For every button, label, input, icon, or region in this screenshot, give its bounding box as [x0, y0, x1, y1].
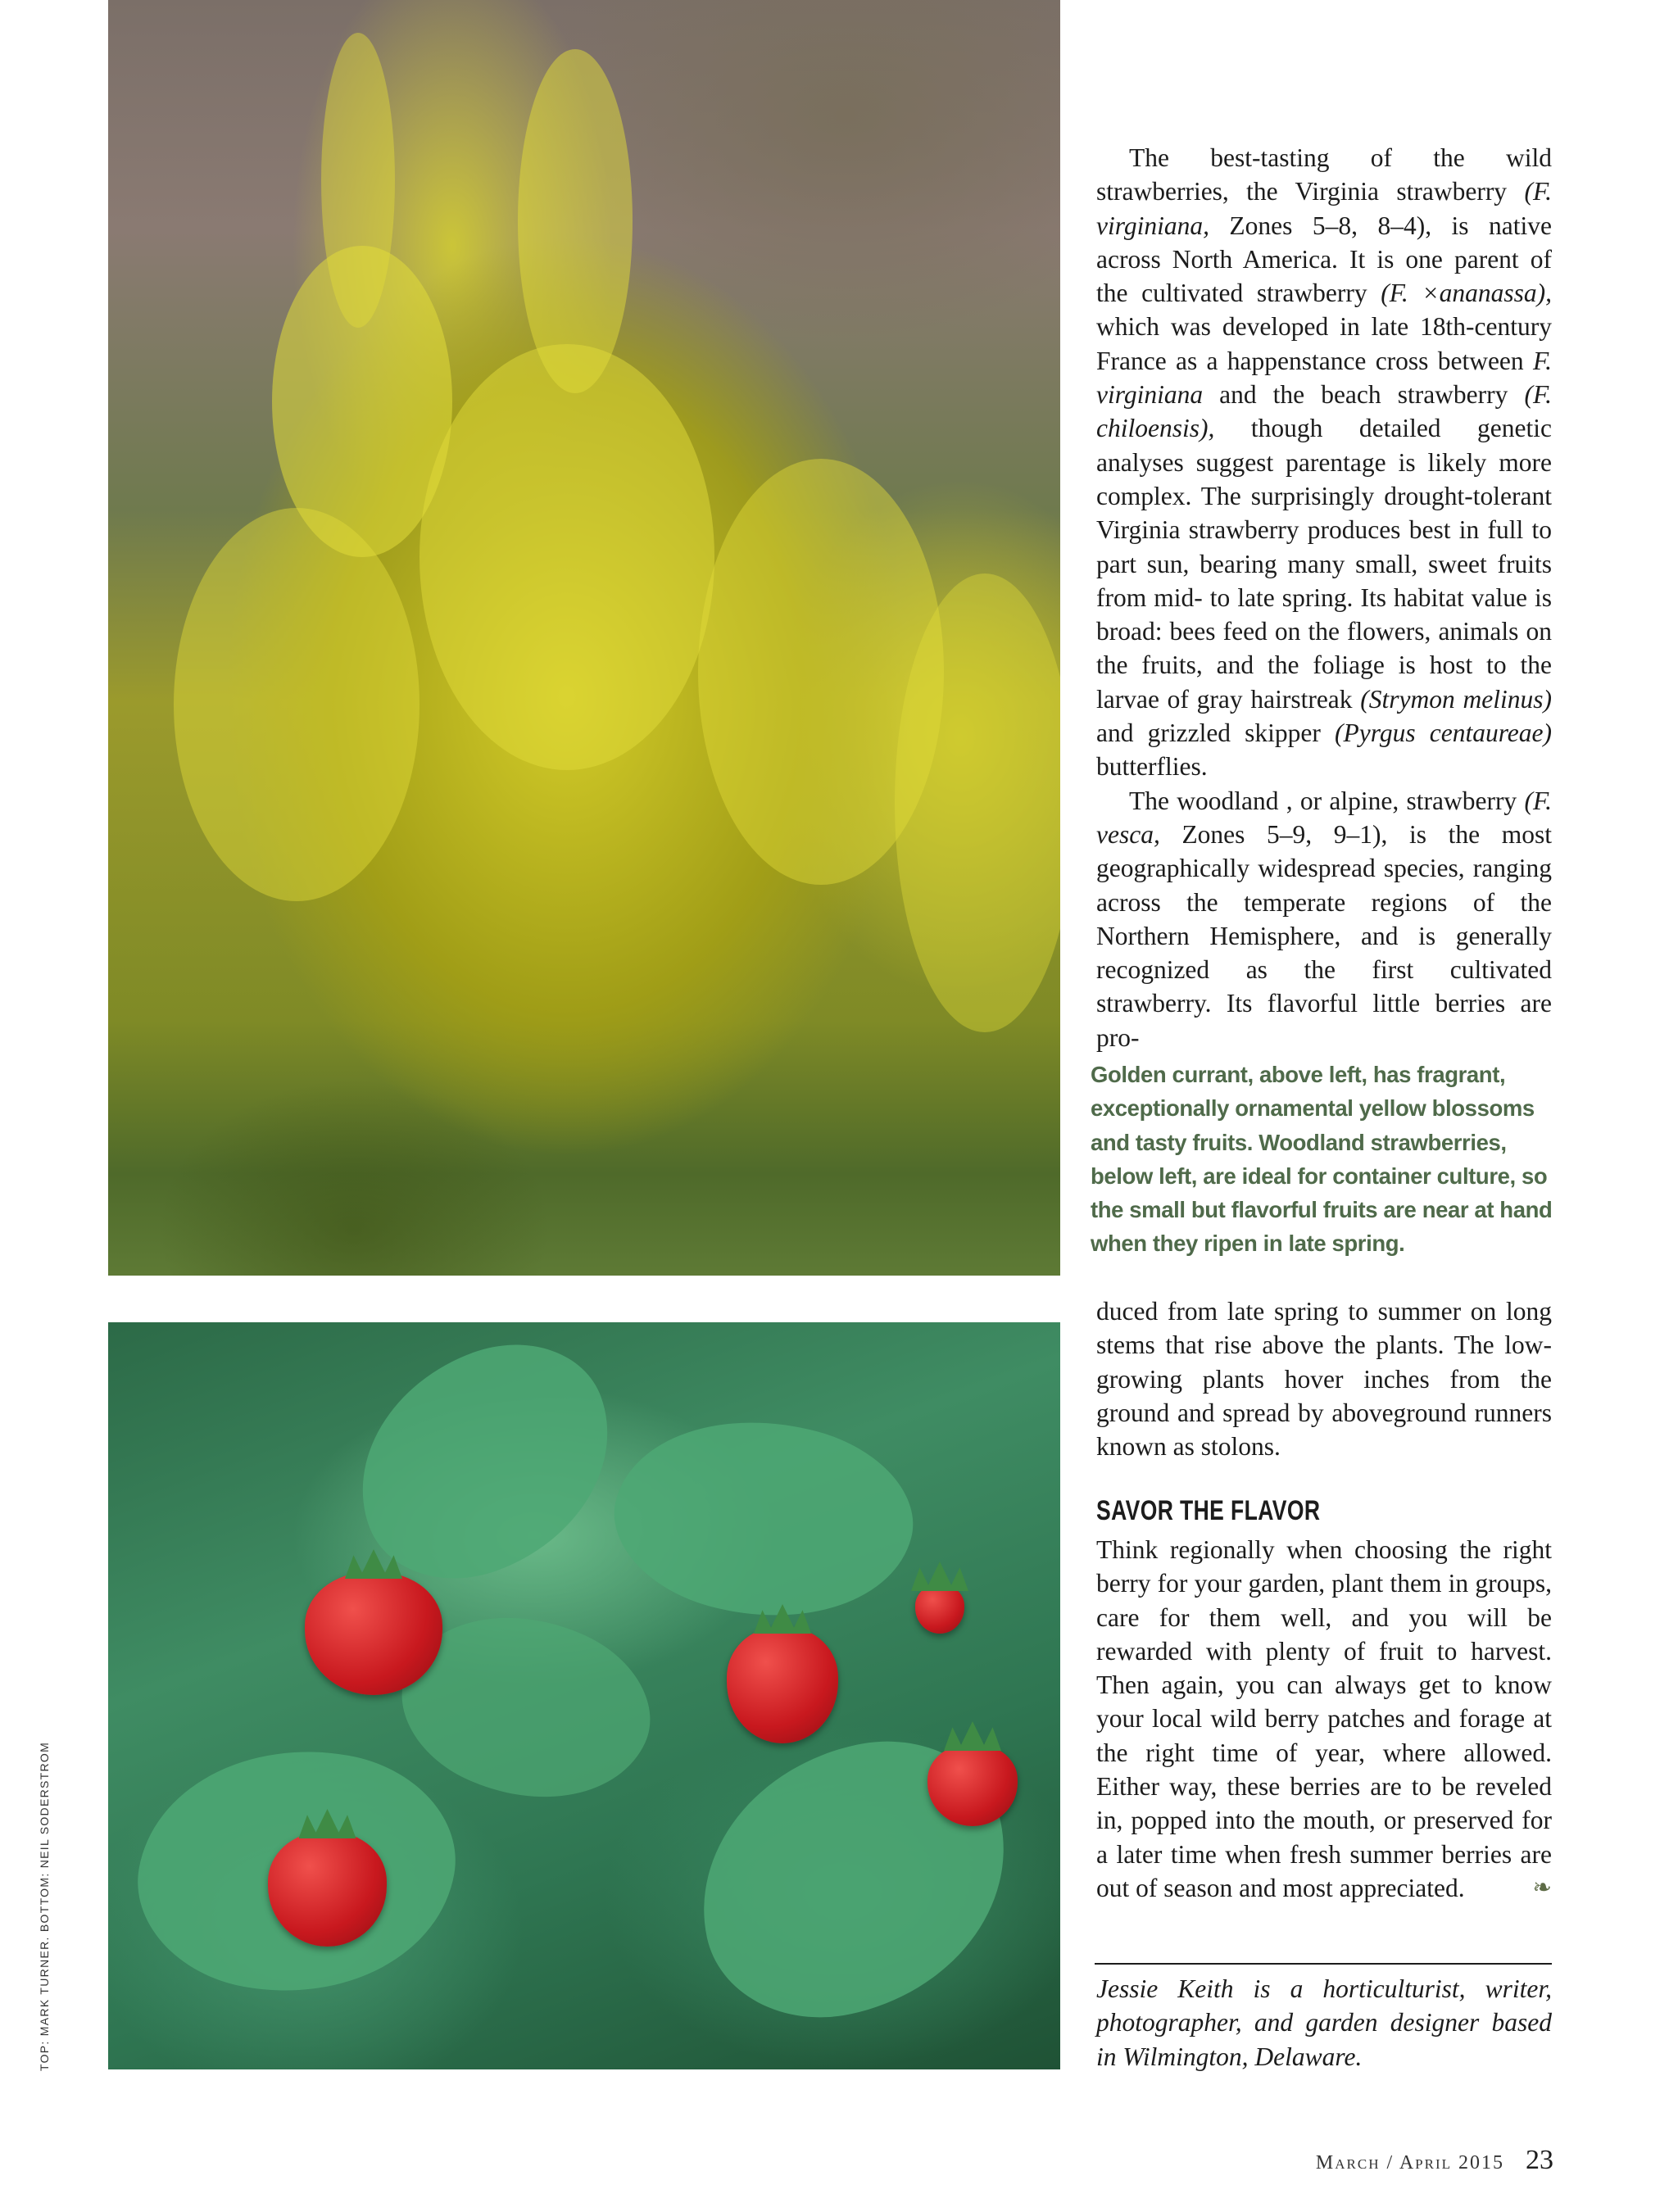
body-column-bottom — [1096, 1533, 1552, 1905]
strawberry-fruit — [727, 1627, 838, 1743]
paragraph-continuation: duced from late spring to summer on long stems that rise above the plants. The low-growing plants hover inches from the ground and spread by aboveground runners known as stolons. — [1096, 1297, 1552, 1462]
paragraph-savor-flavor: Think regionally when choosing the right berry for your garden, plant them in groups, care for them well, and you will be rewarded with plenty of fruit to harvest. Then again, you can always get to know your local wild berry patches and forage at the right time of year, where allowed. Either way, these berries are to be reveled in, popped into the mouth, or preserved for a later time when fresh summer berries are out of season and most appreciated. ❧ — [1096, 1533, 1552, 1905]
end-flourish-icon: ❧ — [1532, 1874, 1552, 1901]
section-heading: SAVOR THE FLAVOR — [1096, 1495, 1321, 1526]
woodland-strawberry-photo — [108, 1322, 1060, 2069]
blossom-cluster — [420, 344, 714, 770]
blossom-cluster — [174, 508, 420, 901]
issue-date: March / April 2015 — [1315, 2152, 1504, 2173]
blossom-cluster — [321, 33, 395, 328]
strawberry-fruit — [927, 1744, 1018, 1826]
page-folio — [1316, 2145, 1553, 2176]
paragraph-woodland-strawberry: The woodland , or alpine, strawberry (F. vesca, Zones 5–9, 9–1), is the most geographically widespread species, ranging across the temperate regions of the Northern Hemisphere, and is generally recognized as the first cultivated strawberry. Its flavorful little berries are pro- — [1096, 786, 1552, 1052]
blossom-cluster — [895, 573, 1060, 1032]
strawberry-fruit — [915, 1584, 964, 1634]
blossom-cluster — [518, 49, 633, 393]
photo-credit: TOP: MARK TURNER. BOTTOM: NEIL SODERSTROM — [38, 1741, 51, 2071]
paragraph-virginia-strawberry: The best-tasting of the wild strawberries, the Virginia strawberry (F. virginiana, Zones 5–8, 8–4), is native across North America. It is one parent of the cultivated strawberry (F. ×ananassa), which was developed in late 18th-century France as a happenstance cross between F. virginiana and the beach strawberry (F. chiloensis), though detailed genetic analyses suggest parentage is likely more complex. The surprisingly drought-tolerant Virginia strawberry produces best in full to part sun, bearing many small, sweet fruits from mid- to late spring. Its habitat value is broad: bees feed on the flowers, animals on the fruits, and the foliage is host to the larvae of gray hairstreak (Strymon melinus) and grizzled skipper (Pyrgus centaureae) butterflies. — [1096, 143, 1552, 782]
bio-divider — [1095, 1963, 1552, 1965]
body-column-middle — [1096, 1294, 1552, 1463]
body-column-top — [1096, 141, 1552, 1054]
page-number: 23 — [1526, 2145, 1553, 2175]
golden-currant-photo — [108, 0, 1060, 1276]
author-bio: Jessie Keith is a horticulturist, writer, photographer, and garden designer based in Wilmington, Delaware. — [1096, 1974, 1552, 2071]
leaf — [596, 1386, 932, 1652]
photo-caption: Golden currant, above left, has fragrant, exceptionally ornamental yellow blossoms and tasty fruits. Woodland strawberries, below left, are ideal for container culture, so the small but flavorful fruits are near at hand when they ripen in late spring. — [1091, 1062, 1553, 1257]
